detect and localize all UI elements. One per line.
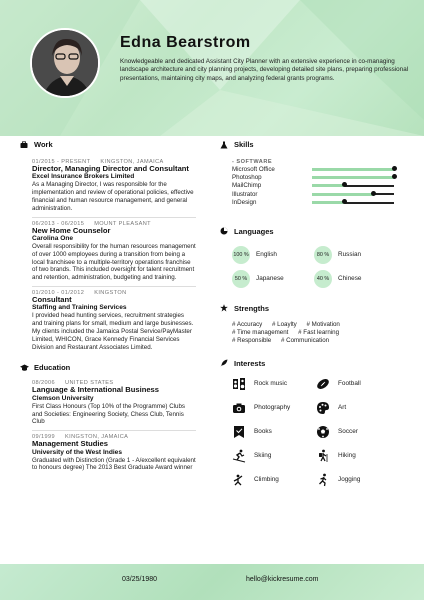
job-role: New Home Counselor bbox=[32, 225, 111, 235]
work-section-title: Work bbox=[20, 140, 196, 149]
interest-item: Hiking bbox=[316, 448, 400, 464]
interests-grid bbox=[232, 376, 410, 488]
briefcase-icon bbox=[20, 141, 28, 149]
language-level-badge: 80 % bbox=[314, 246, 332, 264]
job-description: I provided head hunting services, recruitment strategies and training plans for small, medium and large businesses. My clients included the Jamaica Postal Service/PayMaster Limited, WHICON, Grace Kennedy Financial Services Division and Restaurant Associates Limited. bbox=[32, 312, 194, 351]
avatar bbox=[30, 28, 100, 98]
strength-tag: # Loaylty bbox=[272, 320, 297, 328]
work-meta: 01/2010 - 01/2012 KINGSTON bbox=[32, 289, 127, 296]
interest-item: Photography bbox=[232, 400, 316, 416]
strength-tag: # Motivation bbox=[306, 320, 340, 328]
education-description: Graduated with Distinction (Grade 1 - A/excellent equivalent to honours degree) The 2013 Best Graduate Award winner bbox=[32, 456, 196, 472]
education-section-title: Education bbox=[20, 363, 196, 372]
skill-row bbox=[232, 182, 410, 190]
skill-level-bar bbox=[312, 202, 394, 204]
rocket-icon bbox=[220, 359, 228, 367]
language-level-badge: 100 % bbox=[232, 246, 250, 264]
job-company: Staffing and Training Services bbox=[32, 304, 127, 312]
skill-name: InDesign bbox=[232, 199, 257, 207]
skill-level-fill bbox=[312, 176, 394, 179]
football-icon bbox=[316, 377, 330, 391]
skills-subtitle: - SOFTWARE bbox=[232, 159, 273, 165]
school: Clemson University bbox=[32, 394, 94, 402]
skill-level-knob bbox=[371, 191, 376, 196]
job-role: Consultant bbox=[32, 294, 72, 304]
header-banner bbox=[0, 0, 424, 136]
skill-name: MailChimp bbox=[232, 182, 262, 190]
climbing-icon bbox=[232, 473, 246, 487]
interests-section-title: Interests bbox=[220, 359, 410, 368]
skill-level-fill bbox=[312, 193, 374, 196]
skill-level-bar bbox=[312, 168, 394, 170]
camera-icon bbox=[232, 401, 246, 415]
strengths-section-title: Strengths bbox=[220, 304, 410, 313]
skill-row bbox=[232, 190, 410, 198]
resume-body bbox=[0, 136, 424, 560]
language-item bbox=[232, 246, 314, 264]
divider bbox=[32, 217, 196, 218]
job-role: Director, Managing Director and Consultant bbox=[32, 164, 189, 173]
left-column bbox=[20, 140, 196, 472]
soccer-ball-icon bbox=[316, 425, 330, 439]
divider bbox=[32, 430, 196, 431]
graduation-cap-icon bbox=[20, 364, 28, 372]
rock-music-icon bbox=[232, 377, 246, 391]
strengths-list bbox=[232, 321, 410, 345]
hiking-icon bbox=[316, 449, 330, 463]
footer-banner bbox=[0, 564, 424, 600]
language-name: Russian bbox=[338, 251, 362, 259]
skiing-icon bbox=[232, 449, 246, 463]
interest-item: Soccer bbox=[316, 424, 400, 440]
job-company: Excel Insurance Brokers Limited bbox=[32, 173, 135, 181]
skill-level-fill bbox=[312, 168, 394, 171]
interest-item: Football bbox=[316, 376, 400, 392]
date-of-birth: 03/25/1980 bbox=[122, 576, 158, 583]
work-item bbox=[32, 221, 196, 287]
education-item bbox=[32, 434, 196, 472]
work-meta: 01/2015 - PRESENT KINGSTON, JAMAICA bbox=[32, 159, 164, 165]
education-meta: 08/2006 UNITED STATES bbox=[32, 380, 114, 387]
pie-chart-icon bbox=[220, 227, 228, 235]
right-column bbox=[220, 140, 410, 488]
strength-tag: # Time management bbox=[232, 328, 289, 336]
skills-section-title: Skills bbox=[220, 140, 410, 149]
language-level-badge: 50 % bbox=[232, 270, 250, 288]
language-level-badge: 40 % bbox=[314, 270, 332, 288]
strength-tag: # Communication bbox=[280, 336, 330, 344]
strength-tag: # Accuracy bbox=[232, 320, 263, 328]
skill-level-bar bbox=[312, 177, 394, 179]
skill-row bbox=[232, 173, 410, 181]
candidate-name: Edna Bearstrom bbox=[120, 34, 251, 51]
school: University of the West Indies bbox=[32, 448, 123, 456]
skill-level-knob bbox=[342, 199, 347, 204]
star-icon bbox=[220, 304, 228, 312]
work-item bbox=[32, 159, 196, 218]
education-item bbox=[32, 380, 196, 431]
interest-item: Books bbox=[232, 424, 316, 440]
book-icon bbox=[232, 425, 246, 439]
interest-item: Jogging bbox=[316, 472, 400, 488]
skills-list bbox=[220, 165, 410, 207]
job-description: As a Managing Director, I was responsible for the implementation and review of operational policies, effective financial and human resource management, and general administration. bbox=[32, 181, 194, 212]
strength-tag: # Fast learning bbox=[298, 328, 340, 336]
language-name: English bbox=[256, 251, 277, 259]
language-item bbox=[314, 246, 396, 264]
interest-item: Skiing bbox=[232, 448, 316, 464]
jogging-icon bbox=[316, 473, 330, 487]
languages-grid bbox=[232, 246, 410, 288]
skill-name: Photoshop bbox=[232, 174, 262, 182]
skill-name: Illustrator bbox=[232, 190, 258, 198]
interest-item: Rock music bbox=[232, 376, 316, 392]
email-link[interactable]: hello@kickresume.com bbox=[246, 576, 319, 583]
skill-level-knob bbox=[392, 166, 397, 171]
flask-icon bbox=[220, 141, 228, 149]
languages-section-title: Languages bbox=[220, 227, 410, 236]
language-item bbox=[232, 270, 314, 288]
skill-level-bar bbox=[312, 193, 394, 195]
skill-level-knob bbox=[392, 174, 397, 179]
interest-item: Climbing bbox=[232, 472, 316, 488]
job-company: Carolina One bbox=[32, 235, 74, 242]
work-meta: 06/2013 - 06/2015 MOUNT PLEASANT bbox=[32, 220, 152, 227]
degree: Management Studies bbox=[32, 439, 108, 449]
job-description: Overall responsibility for the human resources management of over 1000 employees during a transition from being a local franchisee to a multiple-territory operations franchise of two brands. This included oversight for talent recruitment and retention, administration, budgeting and training. bbox=[32, 243, 196, 282]
profile-summary: Knowledgeable and dedicated Assistant City Planner with an extensive experience in co-managing landscape architecture and city planning projects, developing detailed site plans, preparing professional presentations, maintaining city maps, and analyzing federal grants programs. bbox=[120, 58, 409, 82]
skill-name: Microsoft Office bbox=[232, 165, 275, 173]
language-name: Chinese bbox=[338, 275, 362, 283]
skill-level-bar bbox=[312, 185, 394, 187]
degree: Language & International Business bbox=[32, 385, 160, 395]
skill-row bbox=[232, 165, 410, 173]
education-description: First Class Honours (Top 10% of the Programme) Clubs and Societies: Engineering Society, Chess Club, Tennis Club bbox=[32, 402, 186, 426]
skill-level-fill bbox=[312, 201, 345, 204]
language-name: Japanese bbox=[256, 275, 284, 283]
skill-level-knob bbox=[342, 182, 347, 187]
education-meta: 09/1999 KINGSTON, JAMAICA bbox=[32, 434, 129, 441]
work-item bbox=[32, 290, 196, 351]
strength-tag: # Responsible bbox=[232, 336, 272, 344]
skill-row bbox=[232, 199, 410, 207]
language-item bbox=[314, 270, 396, 288]
divider bbox=[32, 286, 196, 287]
skill-level-fill bbox=[312, 184, 345, 187]
palette-icon bbox=[316, 401, 330, 415]
interest-item: Art bbox=[316, 400, 400, 416]
